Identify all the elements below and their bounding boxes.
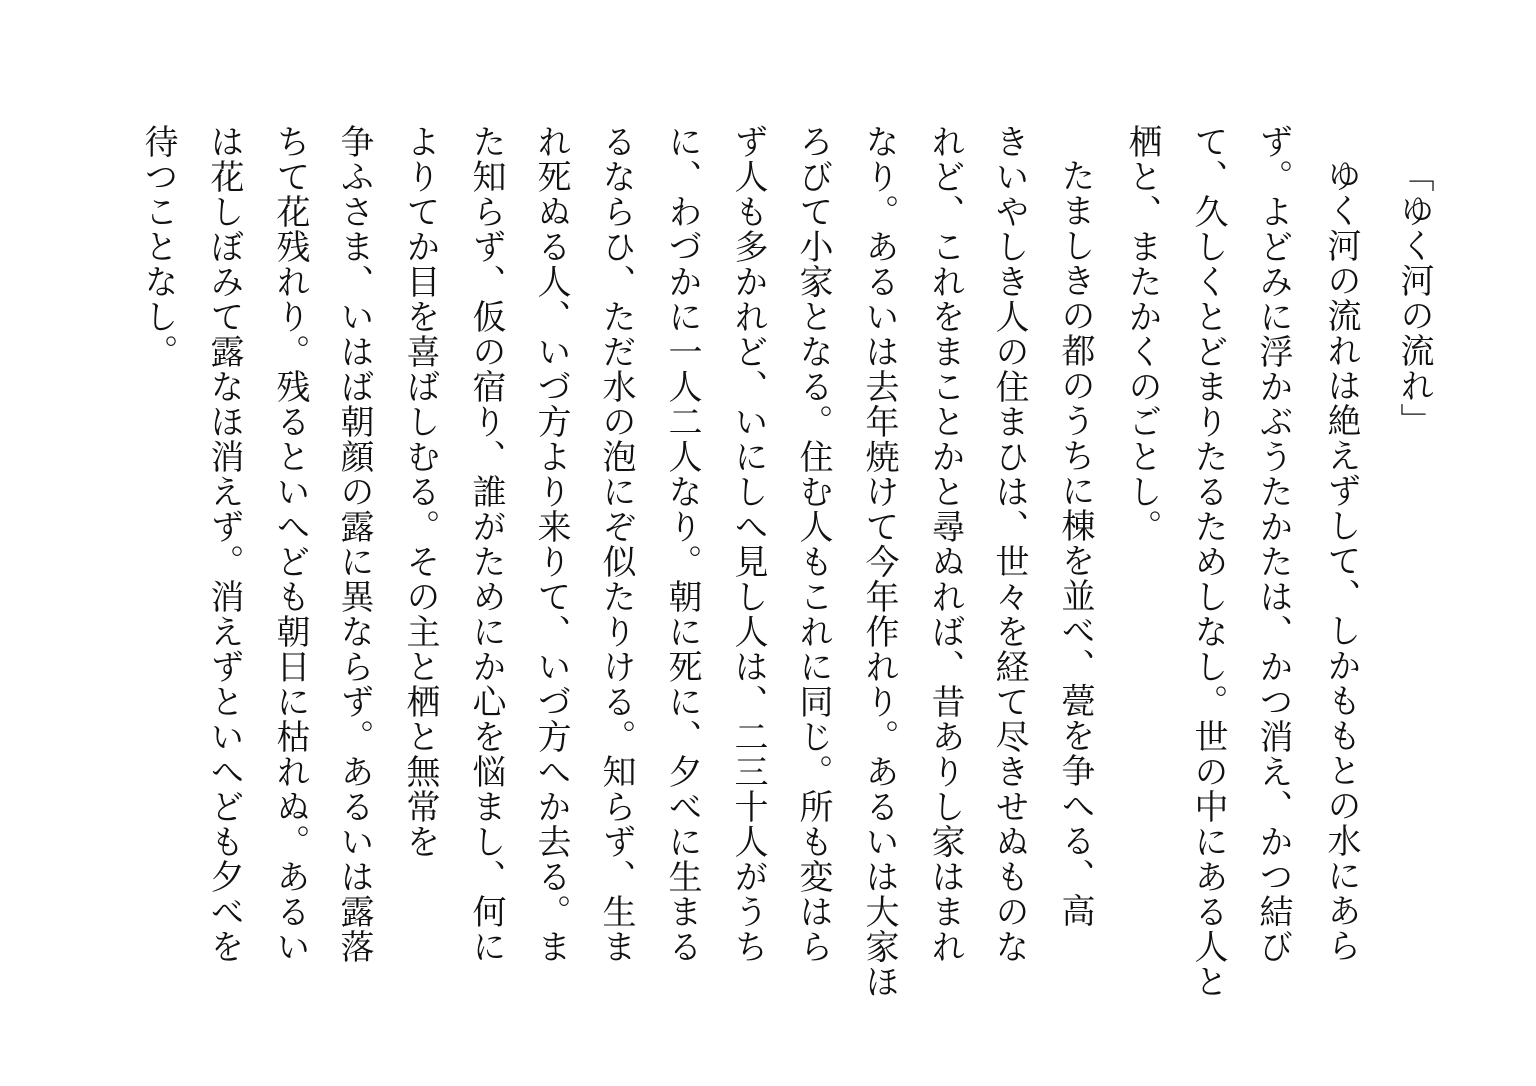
text-line-1: ゆく河の流れは絶えずして、しかももとの水にあら [1321,158,1361,963]
text-line-13: れ死ぬる人、いづ方より来りて、いづ方へか去る。ま [531,124,571,964]
text-line-14: た知らず、仮の宿り、誰がためにか心を悩まし、何に [466,124,506,964]
text-line-4: 栖と、またかくのごとし。 [1122,124,1162,544]
text-line-17: ちて花残れり。残るといへども朝日に枯れぬ。あるい [270,124,310,964]
document-title: 「ゆく河の流れ」 [1394,158,1434,438]
text-line-2: ず。よどみに浮かぶうたかたは、かつ消え、かつ結び [1253,124,1293,964]
text-line-3: て、久しくとどまりたるためしなし。世の中にある人と [1188,124,1228,999]
text-line-12: るならひ、ただ水の泡にぞ似たりける。知らず、生ま [596,124,636,964]
text-line-6: きいやしき人の住まひは、世々を経て尽きせぬものな [989,124,1029,964]
text-line-16: 争ふさま、いはば朝顔の露に異ならず。あるいは露落 [334,124,374,964]
text-line-11: に、わづかに一人二人なり。朝に死に、夕べに生まる [662,124,702,964]
text-line-15: よりてか目を喜ばしむる。その主と栖と無常を [400,124,440,859]
text-line-8: なり。あるいは去年焼けて今年作れり。あるいは大家ほ [859,124,899,999]
text-line-5: たましきの都のうちに棟を並べ、甍を争へる、高 [1055,158,1095,928]
text-line-10: ず人も多かれど、いにしへ見し人は、二三十人がうち [728,124,768,964]
text-line-7: れど、これをまことかと尋ぬれば、昔ありし家はまれ [925,124,965,964]
text-line-18: は花しぼみて露なほ消えず。消えずといへども夕べを [204,124,244,964]
text-line-9: ろびて小家となる。住む人もこれに同じ。所も変はら [793,124,833,964]
text-line-19: 待つことなし。 [138,124,178,369]
